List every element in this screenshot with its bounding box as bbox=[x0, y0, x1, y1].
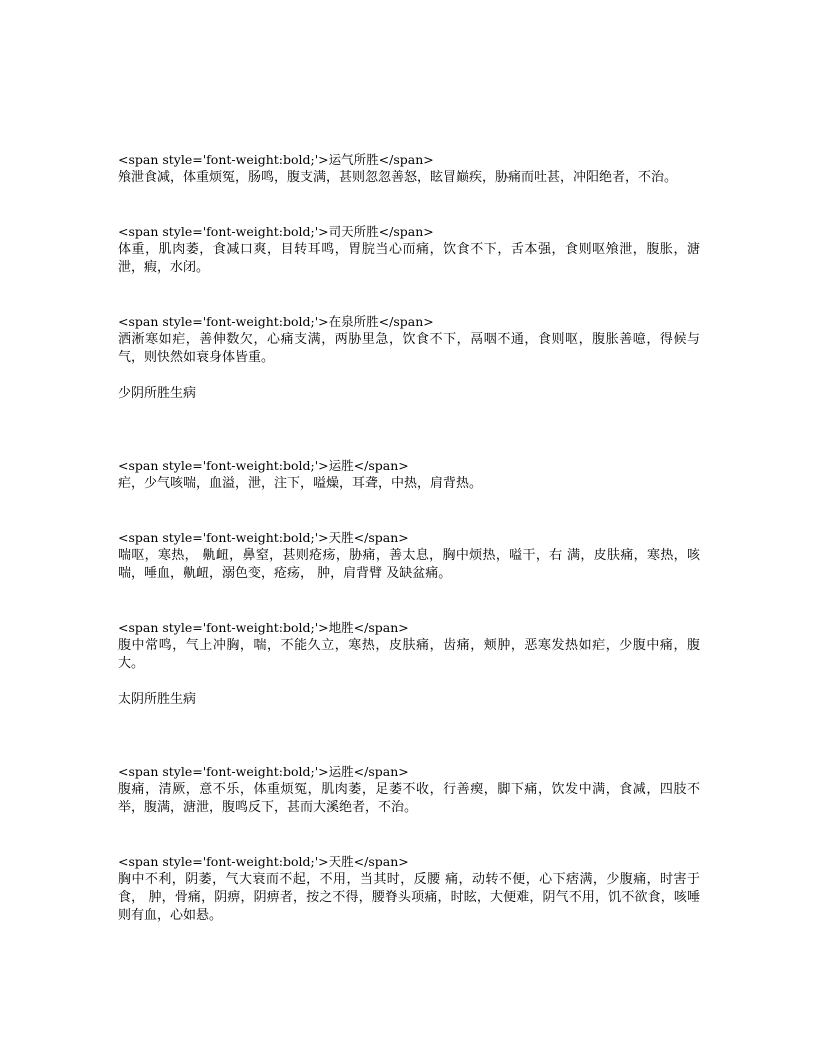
entry-tiansheng bbox=[118, 529, 700, 583]
spacer bbox=[118, 583, 700, 619]
entry-sitian-suosheng bbox=[118, 223, 700, 277]
entry-heading: <span style='font-weight:bold;'>运气所胜</span> bbox=[118, 152, 434, 167]
entry-disheng bbox=[118, 619, 700, 673]
entry-heading: <span style='font-weight:bold;'>在泉所胜</span> bbox=[118, 314, 434, 329]
spacer bbox=[118, 817, 700, 853]
entry-heading: <span style='font-weight:bold;'>天胜</span> bbox=[118, 854, 409, 869]
spacer bbox=[118, 403, 700, 457]
entry-tiansheng-taiyin bbox=[118, 853, 700, 925]
entry-text: 腹中常鸣，气上冲胸，喘，不能久立，寒热，皮肤痛，齿痛，颊肿，恶寒发热如疟，少腹中痛，腹大。 bbox=[118, 638, 700, 671]
entry-text: 胸中不利，阴萎，气大衰而不起，不用，当其时，反腰 痛，动转不便，心下痞满，少腹痛，时害于食， 肿，骨痛，阴痹，阴痹者，按之不得，腰脊头项痛，时眩，大便难，阴气不用，饥不欲食，咳唾则有血，心如悬。 bbox=[118, 872, 700, 923]
spacer bbox=[118, 709, 700, 763]
entry-heading: <span style='font-weight:bold;'>地胜</span> bbox=[118, 620, 409, 635]
entry-text: 喘呕，寒热， 鼽衄，鼻窒，甚则疮疡，胁痛，善太息，胸中烦热，嗌干，右 满，皮肤痛，寒热，咳喘，唾血，鼽衄，溺色变，疮疡， 肿，肩背臂 及缺盆痛。 bbox=[118, 548, 700, 581]
entry-text: 腹痛，清厥，意不乐，体重烦冤，肌肉萎，足萎不收，行善瘈，脚下痛，饮发中满，食减，四肢不举，腹满，溏泄，腹鸣反下，甚而大溪绝者，不治。 bbox=[118, 782, 700, 815]
entry-zaiquan-suosheng bbox=[118, 313, 700, 367]
entry-heading: <span style='font-weight:bold;'>运胜</span> bbox=[118, 458, 409, 473]
entry-text: 体重，肌肉萎，食减口爽，目转耳鸣，胃脘当心而痛，饮食不下，舌本强，食则呕飧泄，腹胀，溏泄，瘕，水闭。 bbox=[118, 242, 700, 275]
entry-heading: <span style='font-weight:bold;'>司天所胜</span> bbox=[118, 224, 434, 239]
entry-text: 疟，少气咳喘，血溢，泄，注下，嗌燥，耳聋，中热，肩背热。 bbox=[118, 476, 483, 491]
entry-yunsheng bbox=[118, 457, 700, 493]
section-title-taiyin: 太阴所胜生病 bbox=[118, 692, 197, 707]
entry-text: 洒淅寒如疟，善伸数欠，心痛支满，两胁里急，饮食不下，鬲咽不通，食则呕，腹胀善噫，得候与气，则快然如衰身体皆重。 bbox=[118, 332, 700, 365]
entry-heading: <span style='font-weight:bold;'>运胜</span> bbox=[118, 764, 409, 779]
spacer bbox=[118, 493, 700, 529]
entry-text: 飧泄食减，体重烦冤，肠鸣，腹支满，甚则忽忽善怒，眩冒巅疾，胁痛而吐甚，冲阳绝者，不治。 bbox=[118, 170, 678, 185]
spacer bbox=[118, 187, 700, 223]
entry-yunqi-suosheng bbox=[118, 151, 700, 187]
entry-yunsheng-taiyin bbox=[118, 763, 700, 817]
spacer bbox=[118, 277, 700, 313]
document-page bbox=[118, 151, 700, 925]
section-title-shaoyin: 少阴所胜生病 bbox=[118, 386, 197, 401]
entry-heading: <span style='font-weight:bold;'>天胜</span> bbox=[118, 530, 409, 545]
